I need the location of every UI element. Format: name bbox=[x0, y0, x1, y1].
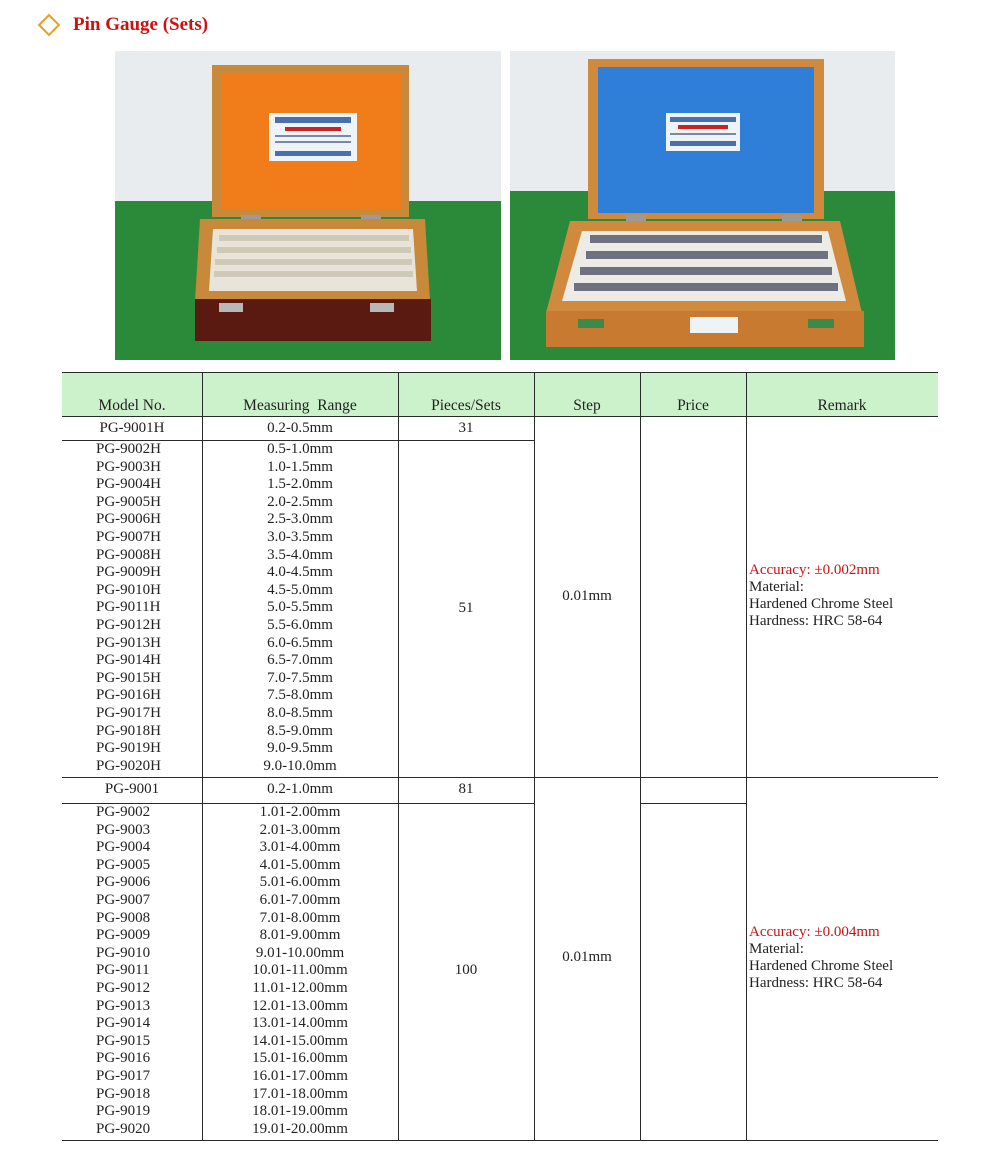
col-divider bbox=[534, 372, 535, 1141]
range-cell: 16.01-17.00mm bbox=[252, 1067, 348, 1084]
g2-material: Hardened Chrome Steel bbox=[749, 958, 894, 974]
model-cell: PG-9005H bbox=[96, 493, 162, 510]
range-cell: 4.5-5.0mm bbox=[267, 581, 333, 598]
model-cell: PG-9004H bbox=[96, 476, 162, 493]
range-cell: 12.01-13.00mm bbox=[252, 997, 348, 1014]
col-divider bbox=[398, 372, 399, 1141]
header-price: Price bbox=[677, 397, 709, 414]
g2-step: 0.01mm bbox=[562, 949, 612, 965]
range-cell: 7.5-8.0mm bbox=[267, 687, 333, 704]
model-cell: PG-9016 bbox=[96, 1050, 151, 1067]
model-cell: PG-9011H bbox=[96, 599, 161, 616]
g2-hardness: Hardness: HRC 58-64 bbox=[749, 975, 883, 991]
header-model: Model No. bbox=[98, 397, 166, 414]
range-cell: 8.01-9.00mm bbox=[259, 927, 341, 944]
range-cell: 9.0-10.0mm bbox=[263, 757, 337, 774]
range-cell: 2.0-2.5mm bbox=[267, 493, 333, 510]
photo-orange-lid-case bbox=[115, 51, 501, 360]
model-cell: PG-9007H bbox=[96, 528, 162, 545]
col-divider bbox=[640, 372, 641, 1141]
range-cell: 17.01-18.00mm bbox=[252, 1085, 348, 1102]
range-cell: 3.0-3.5mm bbox=[267, 528, 333, 545]
g1-hardness: Hardness: HRC 58-64 bbox=[749, 613, 883, 629]
range-cell: 19.01-20.00mm bbox=[252, 1120, 348, 1137]
g2-range-list bbox=[202, 804, 398, 1138]
model-cell: PG-9004 bbox=[96, 839, 151, 856]
g2-material-label: Material: bbox=[749, 941, 804, 957]
g2-pieces: 100 bbox=[454, 962, 478, 978]
model-cell: PG-9014H bbox=[96, 652, 162, 669]
range-cell: 0.5-1.0mm bbox=[267, 441, 333, 457]
model-cell: PG-9020 bbox=[96, 1120, 151, 1137]
range-cell: 13.01-14.00mm bbox=[252, 1015, 348, 1032]
g2-accuracy: Accuracy: ±0.004mm bbox=[749, 924, 880, 940]
range-cell: 9.0-9.5mm bbox=[267, 740, 333, 757]
g2-first-range: 0.2-1.0mm bbox=[267, 781, 333, 797]
model-cell: PG-9019H bbox=[96, 740, 162, 757]
model-cell: PG-9003H bbox=[96, 458, 162, 475]
col-divider bbox=[746, 372, 747, 1141]
g1-accuracy: Accuracy: ±0.002mm bbox=[749, 562, 880, 578]
g1-material: Hardened Chrome Steel bbox=[749, 596, 894, 612]
g1-pieces: 51 bbox=[458, 600, 474, 616]
range-cell: 2.01-3.00mm bbox=[259, 821, 341, 838]
range-cell: 4.01-5.00mm bbox=[259, 856, 341, 873]
range-cell: 3.5-4.0mm bbox=[267, 546, 333, 563]
range-cell: 15.01-16.00mm bbox=[252, 1050, 348, 1067]
header-step: Step bbox=[573, 397, 601, 414]
g2-remark bbox=[749, 924, 893, 992]
model-cell: PG-9005 bbox=[96, 856, 151, 873]
range-cell: 6.0-6.5mm bbox=[267, 634, 333, 651]
g1-first-model: PG-9001H bbox=[99, 420, 165, 436]
g2-first-model: PG-9001 bbox=[104, 781, 160, 797]
range-cell: 5.5-6.0mm bbox=[267, 616, 333, 633]
model-cell: PG-9006 bbox=[96, 874, 151, 891]
model-cell: PG-9012 bbox=[96, 979, 151, 996]
model-cell: PG-9010H bbox=[96, 581, 162, 598]
model-cell: PG-9019 bbox=[96, 1103, 151, 1120]
model-cell: PG-9018 bbox=[96, 1085, 151, 1102]
g2-first-pieces: 81 bbox=[458, 781, 474, 797]
model-cell: PG-9011 bbox=[96, 962, 150, 979]
model-cell: PG-9010 bbox=[96, 944, 151, 961]
photo-blue-lid-case bbox=[510, 51, 895, 360]
range-cell: 6.01-7.00mm bbox=[259, 891, 341, 908]
model-cell: PG-9014 bbox=[96, 1015, 151, 1032]
range-cell: 7.01-8.00mm bbox=[259, 909, 341, 926]
g1-model-list bbox=[96, 441, 161, 775]
model-cell: PG-9017H bbox=[96, 704, 162, 721]
model-cell: PG-9015 bbox=[96, 1032, 151, 1049]
range-cell: 10.01-11.00mm bbox=[252, 962, 348, 979]
range-cell: 14.01-15.00mm bbox=[252, 1032, 348, 1049]
model-cell: PG-9002 bbox=[96, 804, 151, 820]
model-cell: PG-9008 bbox=[96, 909, 151, 926]
model-cell: PG-9002H bbox=[96, 441, 162, 457]
model-cell: PG-9018H bbox=[96, 722, 162, 739]
model-cell: PG-9007 bbox=[96, 891, 151, 908]
model-cell: PG-9020H bbox=[96, 757, 162, 774]
model-cell: PG-9003 bbox=[96, 821, 151, 838]
g1-range-list bbox=[202, 441, 398, 775]
group-divider bbox=[62, 777, 938, 778]
range-cell: 18.01-19.00mm bbox=[252, 1103, 348, 1120]
model-cell: PG-9016H bbox=[96, 687, 162, 704]
row-divider bbox=[640, 803, 746, 804]
range-cell: 4.0-4.5mm bbox=[267, 564, 333, 581]
model-cell: PG-9013H bbox=[96, 634, 162, 651]
g1-remark bbox=[749, 562, 893, 630]
g2-model-list bbox=[96, 804, 150, 1138]
spec-table bbox=[62, 372, 938, 1141]
model-cell: PG-9015H bbox=[96, 669, 162, 686]
model-cell: PG-9006H bbox=[96, 511, 162, 528]
range-cell: 5.01-6.00mm bbox=[259, 874, 341, 891]
range-cell: 9.01-10.00mm bbox=[255, 944, 345, 961]
range-cell: 5.0-5.5mm bbox=[267, 599, 333, 616]
model-cell: PG-9012H bbox=[96, 616, 162, 633]
model-cell: PG-9009 bbox=[96, 927, 151, 944]
diamond-icon bbox=[38, 14, 61, 37]
range-cell: 8.0-8.5mm bbox=[267, 704, 333, 721]
range-cell: 1.01-2.00mm bbox=[259, 804, 341, 820]
header-range: Measuring Range bbox=[243, 397, 357, 414]
model-cell: PG-9009H bbox=[96, 564, 162, 581]
range-cell: 3.01-4.00mm bbox=[259, 839, 341, 856]
range-cell: 11.01-12.00mm bbox=[252, 979, 348, 996]
range-cell: 1.5-2.0mm bbox=[267, 476, 333, 493]
g1-step: 0.01mm bbox=[562, 588, 612, 604]
g1-material-label: Material: bbox=[749, 579, 804, 595]
title-row bbox=[38, 10, 208, 40]
header-pieces: Pieces/Sets bbox=[431, 397, 501, 414]
range-cell: 8.5-9.0mm bbox=[267, 722, 333, 739]
range-cell: 1.0-1.5mm bbox=[267, 458, 333, 475]
range-cell: 7.0-7.5mm bbox=[267, 669, 333, 686]
page-title: Pin Gauge (Sets) bbox=[73, 14, 209, 35]
model-cell: PG-9008H bbox=[96, 546, 162, 563]
g1-first-pieces: 31 bbox=[458, 420, 474, 436]
range-cell: 2.5-3.0mm bbox=[267, 511, 333, 528]
g1-first-range: 0.2-0.5mm bbox=[267, 420, 333, 436]
range-cell: 6.5-7.0mm bbox=[267, 652, 333, 669]
header-remark: Remark bbox=[817, 397, 867, 414]
table-bottom-border bbox=[62, 1140, 938, 1141]
model-cell: PG-9013 bbox=[96, 997, 151, 1014]
model-cell: PG-9017 bbox=[96, 1067, 151, 1084]
